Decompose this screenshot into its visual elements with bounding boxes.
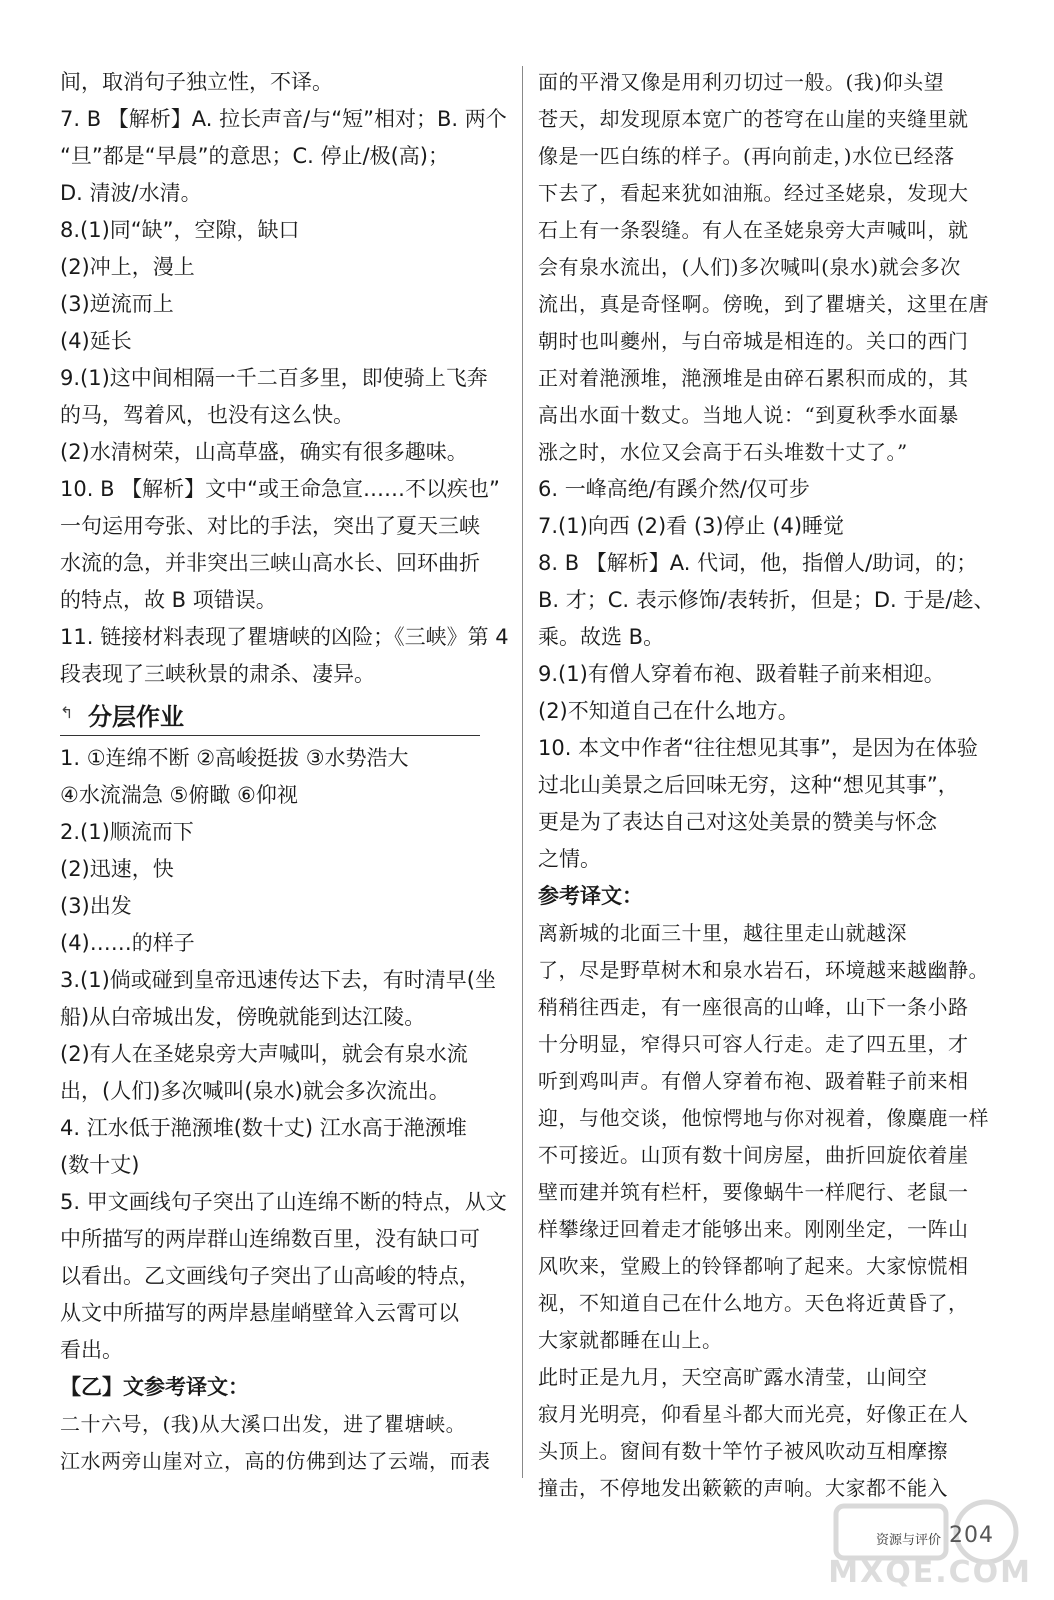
text-line: 十分明显，窄得只可容人行走。走了四五里，才 — [538, 1032, 969, 1056]
text-line: 3.(1)倘或碰到皇帝迅速传达下去，有时清早(坐 — [60, 968, 496, 992]
text-line: 寂月光明亮，仰看星斗都大而光亮，好像正在人 — [538, 1402, 969, 1426]
watermark-logo — [826, 1494, 1036, 1594]
text-line: 10. B 【解析】文中“或王命急宣……不以疾也” — [60, 477, 500, 501]
text-line: B. 才；C. 表示修饰/表转折，但是；D. 于是/趁、 — [538, 588, 995, 612]
text-line: 会有泉水流出，(人们)多次喊叫(泉水)就会多次 — [538, 255, 961, 279]
text-line: 面的平滑又像是用利刃切过一般。(我)仰头望 — [538, 70, 945, 94]
text-line: (2)有人在圣姥泉旁大声喊叫，就会有泉水流 — [60, 1042, 468, 1066]
text-line: 一句运用夸张、对比的手法，突出了夏天三峡 — [60, 514, 480, 538]
text-line: (2)迅速，快 — [60, 857, 174, 881]
text-line: 风吹来，堂殿上的铃铎都响了起来。大家惊慌相 — [538, 1254, 969, 1278]
text-line: 过北山美景之后回味无穷，这种“想见其事”， — [538, 773, 959, 797]
text-line: 从文中所描写的两岸悬崖峭壁耸入云霄可以 — [60, 1301, 459, 1325]
text-line: 10. 本文中作者“往往想见其事”，是因为在体验 — [538, 736, 978, 760]
text-line: 像是一匹白练的样子。(再向前走，)水位已经落 — [538, 144, 955, 168]
reference-translation-para-1 — [538, 915, 989, 1359]
translation-text — [60, 1406, 512, 1480]
text-line: 听到鸡叫声。有僧人穿着布袍、趿着鞋子前来相 — [538, 1069, 969, 1093]
text-line: 11. 链接材料表现了瞿塘峡的凶险；《三峡》第 4 — [60, 625, 509, 649]
text-line: (2)冲上，漫上 — [60, 255, 195, 279]
text-line: 样攀缘迂回着走才能够出来。刚刚坐定，一阵山 — [538, 1217, 969, 1241]
text-line: (数十丈) — [60, 1153, 140, 1177]
text-line: 2.(1)顺流而下 — [60, 820, 194, 844]
text-line: 此时正是九月，天空高旷露水清莹，山间空 — [538, 1365, 928, 1389]
text-line: 看出。 — [60, 1338, 123, 1362]
text-line: 迎，与他交谈，他惊愕地与你对视着，像麋鹿一样 — [538, 1106, 989, 1130]
text-line: 7.(1)向西 (2)看 (3)停止 (4)睡觉 — [538, 514, 845, 538]
right-column — [538, 64, 995, 1507]
text-line: 江水两旁山崖对立，高的仿佛到达了云端，而表 — [60, 1449, 491, 1473]
text-line: (4)延长 — [60, 329, 132, 353]
text-line: 乘。故选 B。 — [538, 625, 665, 649]
text-line: 下去了，看起来犹如油瓶。经过圣姥泉，发现大 — [538, 181, 969, 205]
translation-continued — [538, 64, 989, 471]
text-line: (2)不知道自己在什么地方。 — [538, 699, 799, 723]
text-line: 头顶上。窗间有数十竿竹子被风吹动互相摩擦 — [538, 1439, 948, 1463]
text-line: 正对着滟滪堆，滟滪堆是由碎石累积而成的，其 — [538, 366, 969, 390]
text-line: 7. B 【解析】A. 拉长声音/与“短”相对；B. 两个 — [60, 107, 507, 131]
text-line: 9.(1)有僧人穿着布袍、趿着鞋子前来相迎。 — [538, 662, 945, 686]
text-line: 苍天，却发现原本宽广的苍穹在山崖的夹缝里就 — [538, 107, 969, 131]
text-line: 船)从白帝城出发，傍晚就能到达江陵。 — [60, 1005, 426, 1029]
text-line: (2)水清树荣，山高草盛，确实有很多趣味。 — [60, 440, 468, 464]
translation-heading: 【乙】文参考译文： — [60, 1375, 249, 1399]
text-line: 二十六号，(我)从大溪口出发，进了瞿塘峡。 — [60, 1412, 467, 1436]
text-line: 以看出。乙文画线句子突出了山高峻的特点， — [60, 1264, 480, 1288]
text-line: 出，(人们)多次喊叫(泉水)就会多次流出。 — [60, 1079, 450, 1103]
text-line: 段表现了三峡秋景的肃杀、凄异。 — [60, 662, 375, 686]
section-heading — [60, 695, 480, 736]
section-arrow-icon: ↰ — [60, 703, 74, 722]
text-line: 朝时也叫夔州，与白帝城是相连的。关口的西门 — [538, 329, 969, 353]
reference-translation-para-2 — [538, 1359, 968, 1507]
text-line: (3)出发 — [60, 894, 132, 918]
text-line: “旦”都是“早晨”的意思；C. 停止/极(高)； — [60, 144, 449, 168]
text-line: 视，不知道自己在什么地方。天色将近黄昏了， — [538, 1291, 969, 1315]
left-column — [60, 64, 512, 1480]
text-line: 水流的急，并非突出三峡山高水长、回环曲折 — [60, 551, 480, 575]
text-line: 石上有一条裂缝。有人在圣姥泉旁大声喊叫，就 — [538, 218, 969, 242]
text-line: 大家就都睡在山上。 — [538, 1328, 723, 1352]
reference-translation-heading: 参考译文： — [538, 884, 643, 908]
text-line: 8.(1)同“缺”，空隙，缺口 — [60, 218, 300, 242]
text-line: 中所描写的两岸群山连绵数百里，没有缺口可 — [60, 1227, 480, 1251]
answer-block-3 — [538, 471, 995, 878]
text-line: 更是为了表达自己对这处美景的赞美与怀念 — [538, 810, 937, 834]
text-line: D. 清波/水清。 — [60, 181, 202, 205]
text-line: 间，取消句子独立性，不译。 — [60, 70, 333, 94]
section-title: 分层作业 — [88, 703, 184, 731]
answer-block-1 — [60, 64, 512, 693]
text-line: 8. B 【解析】A. 代词，他，指僧人/助词，的； — [538, 551, 978, 575]
text-line: 1. ①连绵不断 ②高峻挺拔 ③水势浩大 — [60, 746, 409, 770]
column-divider — [522, 66, 523, 1478]
text-line: ④水流湍急 ⑤俯瞰 ⑥仰视 — [60, 783, 298, 807]
text-line: (3)逆流而上 — [60, 292, 174, 316]
text-line: 6. 一峰高绝/有蹊介然/仅可步 — [538, 477, 810, 501]
text-line: 了，尽是野草树木和泉水岩石，环境越来越幽静。 — [538, 958, 989, 982]
text-line: 流出，真是奇怪啊。傍晚，到了瞿塘关，这里在唐 — [538, 292, 989, 316]
watermark-text: MXQE.COM — [828, 1555, 1032, 1590]
text-line: 涨之时，水位又会高于石头堆数十丈了。” — [538, 440, 908, 464]
text-line: 5. 甲文画线句子突出了山连绵不断的特点，从文 — [60, 1190, 507, 1214]
text-line: 壁而建并筑有栏杆，要像蜗牛一样爬行、老鼠一 — [538, 1180, 969, 1204]
text-line: 稍稍往西走，有一座很高的山峰，山下一条小路 — [538, 995, 969, 1019]
page-number: 204 — [949, 1523, 994, 1548]
footer-source: 资源与评价 — [875, 1533, 941, 1548]
text-line: 离新城的北面三十里，越往里走山就越深 — [538, 921, 907, 945]
text-line: (4)……的样子 — [60, 931, 195, 955]
text-line: 不可接近。山顶有数十间房屋，曲折回旋依着崖 — [538, 1143, 969, 1167]
text-line: 高出水面十数丈。当地人说：“到夏秋季水面暴 — [538, 403, 959, 427]
answer-block-2 — [60, 740, 512, 1369]
text-line: 的马，驾着风，也没有这么快。 — [60, 403, 354, 427]
text-line: 4. 江水低于滟滪堆(数十丈) 江水高于滟滪堆 — [60, 1116, 467, 1140]
text-line: 撞击，不停地发出簌簌的声响。大家都不能入 — [538, 1476, 948, 1500]
text-line: 之情。 — [538, 847, 601, 871]
text-line: 9.(1)这中间相隔一千二百多里，即使骑上飞奔 — [60, 366, 488, 390]
text-line: 的特点，故 B 项错误。 — [60, 588, 277, 612]
